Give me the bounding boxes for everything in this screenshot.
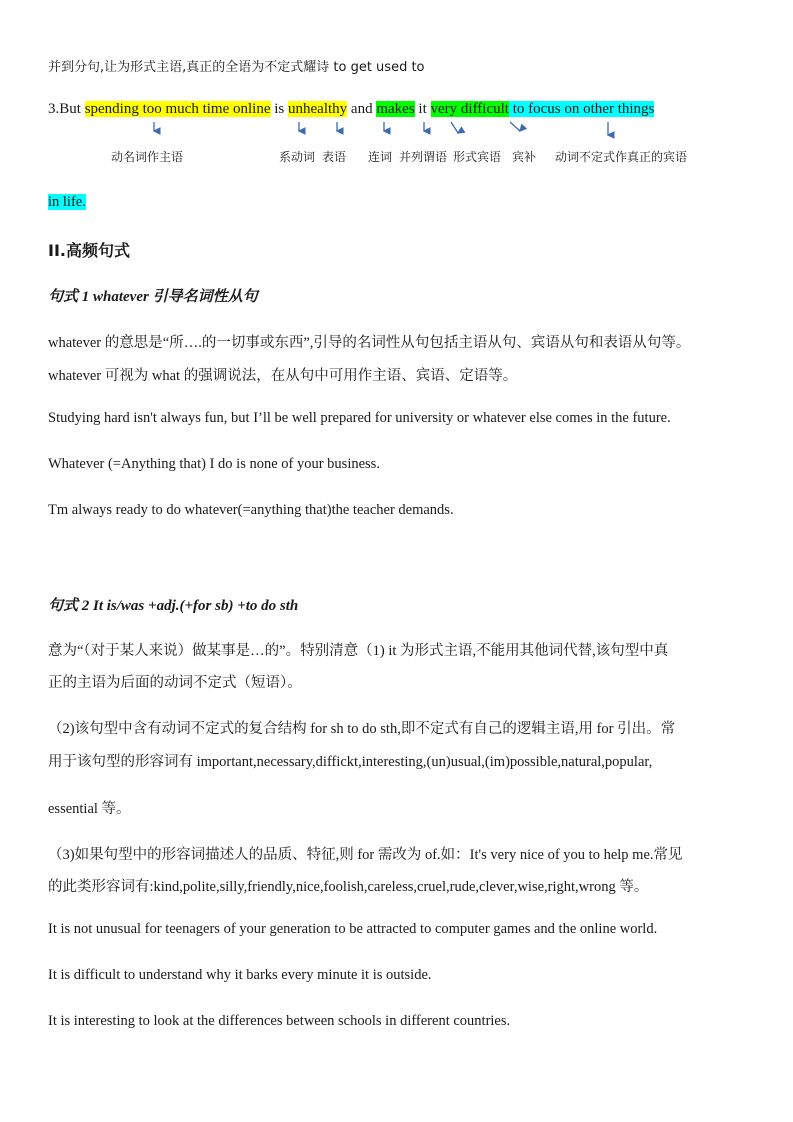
example-prefix: 3.But <box>48 101 85 117</box>
intro-line: 并到分句,让为形式主语,真正的全语为不定式耀诗 to get used to <box>48 60 425 75</box>
pattern-2-para-2-line-1: （2)该句型中含有动词不定式的复合结构 for sh to do sth,即不定式有自己的逻辑主语,用 for 引出。常 <box>48 721 676 737</box>
pattern-2-para-3-line-2: 的此类形容词有:kind,polite,silly,friendly,nice,foolish,careless,cruel,rude,clever,wise,right,wrong 等。 <box>48 879 649 895</box>
annotation-parallel-predicate: 并列谓语 <box>399 150 448 164</box>
pattern-1-example-1: Studying hard isn't always fun, but I’ll be well prepared for university or whatever else comes in the future. <box>48 410 671 426</box>
arrow-it <box>451 122 458 133</box>
highlight-predicative: unhealthy <box>288 101 348 117</box>
pattern-2-example-1: It is not unusual for teenagers of your generation to be attracted to computer games and the online world. <box>48 921 658 937</box>
highlight-infinitive: to focus on other things <box>508 101 655 117</box>
annotation-formal-object: 形式宾语 <box>453 150 502 164</box>
pattern-1-heading: 句式 1 whatever 引导名词性从句 <box>48 289 258 305</box>
highlight-complement: very difficult <box>430 101 509 117</box>
pattern-1-desc-line-1: whatever 的意思是“所….的一切事或东西”,引导的名词性从句包括主语从句、宾语从句和表语从句等。 <box>48 335 691 351</box>
highlight-verb: makes <box>376 101 415 117</box>
section-heading: II.高频句式 <box>48 241 130 260</box>
example-continuation <box>48 194 86 211</box>
word-is: is <box>270 101 289 117</box>
pattern-2-para-1-line-1: 意为“（对于某人来说）做某事是…的”。特别清意（1) it 为形式主语,不能用其他词代替,该句型中真 <box>48 643 669 659</box>
word-it: it <box>414 101 431 117</box>
arrow-difficult <box>510 122 520 131</box>
pattern-1-desc-line-2: whatever 可视为 what 的强调说法，在从句中可用作主语、宾语、定语等。 <box>48 368 518 384</box>
pattern-2-example-2: It is difficult to understand why it barks every minute it is outside. <box>48 967 432 983</box>
annotation-linking-verb: 系动词 <box>279 150 316 164</box>
highlight-subject: spending too much time online <box>84 101 271 117</box>
pattern-2-para-2-line-2: 用于该句型的形容词有 important,necessary,diffickt,interesting,(un)usual,(im)possible,natural,popular, <box>48 754 653 770</box>
annotation-predicative: 表语 <box>322 150 347 164</box>
pattern-2-example-3: It is interesting to look at the differences between schools in different countries. <box>48 1013 511 1029</box>
highlight-continuation: in life. <box>48 194 86 210</box>
annotation-real-object: 动词不定式作真正的宾语 <box>555 150 688 164</box>
pattern-2-para-1-line-2: 正的主语为后面的动词不定式（短语）。 <box>48 675 302 691</box>
annotation-gerund-subject: 动名词作主语 <box>111 150 184 164</box>
pattern-2-para-2-line-3: essential 等。 <box>48 801 131 817</box>
pattern-1-example-3: Tm always ready to do whatever(=anything that)the teacher demands. <box>48 502 454 518</box>
annotation-object-complement: 宾补 <box>512 150 537 164</box>
pattern-1-example-2: Whatever (=Anything that) I do is none of your business. <box>48 456 380 472</box>
pattern-2-para-3-line-1: （3)如果句型中的形容词描述人的品质、特征,则 for 需改为 of.如：It's very nice of you to help me.常见 <box>48 847 683 863</box>
pattern-2-heading: 句式 2 It is/was +adj.(+for sb) +to do sth <box>48 598 299 614</box>
annotation-conjunction: 连词 <box>368 150 393 164</box>
word-and: and <box>347 101 377 117</box>
